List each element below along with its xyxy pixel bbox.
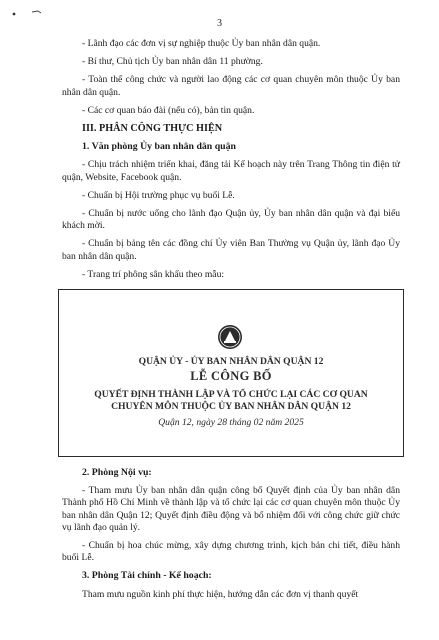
list-item: - Trang trí phông sân khấu theo mẫu: <box>82 268 225 280</box>
list-item: - Các cơ quan báo đài (nếu có), bản tin quận. <box>82 104 255 116</box>
list-item: - Lãnh đạo các đơn vị sự nghiệp thuộc Ủy ban nhân dân quận. <box>82 38 321 49</box>
banner-title: LỄ CÔNG BỐ <box>190 369 272 384</box>
banner-organization: QUẬN ỦY - ỦY BAN NHÂN DÂN QUẬN 12 <box>138 356 324 368</box>
subsection-heading: 1. Văn phòng Ủy ban nhân dân quận <box>82 141 236 153</box>
party-emblem-icon <box>217 324 243 350</box>
subsection-heading: 3. Phòng Tài chính - Kế hoạch: <box>82 570 212 582</box>
page-content <box>62 38 400 607</box>
list-item: - Chuẩn bị bảng tên các đồng chí Ủy viên Ban Thường vụ Quận ủy, lãnh đạo Ủy ban nhân dân quận. <box>62 238 400 262</box>
list-item: - Chuẩn bị Hội trường phục vụ buổi Lễ. <box>82 189 235 201</box>
stage-banner-sample <box>58 289 404 457</box>
list-item: - Chịu trách nhiệm triển khai, đăng tải Kế hoạch này trên Trang Thông tin điện tử quận, Website, Facebook quận. <box>62 159 400 183</box>
list-item: Tham mưu nguồn kinh phí thực hiện, hướng dẫn các đơn vị thanh quyết <box>82 588 359 600</box>
subsection-heading: 2. Phòng Nội vụ: <box>82 467 152 479</box>
list-item: - Toàn thể công chức và người lao động các cơ quan chuyên môn thuộc Ủy ban nhân dân quận. <box>62 74 400 98</box>
list-item: - Bí thư, Chủ tịch Ủy ban nhân dân 11 phường. <box>82 56 263 68</box>
list-item: - Tham mưu Ủy ban nhân dân quận công bố Quyết định của Ủy ban nhân dân Thành phố Hồ Chí Minh về thành lập và tổ chức lại các cơ quan chuyên môn thuộc Ủy ban nhân dân Quận 12; Quyết định điều động và bổ nhiệm đối với công chức giữ chức vụ lãnh đạo quản lý. <box>62 485 400 533</box>
list-item: - Chuẩn bị hoa chúc mừng, xây dựng chương trình, kịch bản chi tiết, điều hành buổi Lễ. <box>62 540 400 564</box>
banner-subtitle-line1: QUYẾT ĐỊNH THÀNH LẬP VÀ TỔ CHỨC LẠI CÁC CƠ QUAN <box>94 389 368 401</box>
page-number: 3 <box>217 18 222 29</box>
banner-date: Quận 12, ngày 28 tháng 02 năm 2025 <box>158 417 304 429</box>
banner-subtitle-line2: CHUYÊN MÔN THUỘC ỦY BAN NHÂN DÂN QUẬN 12 <box>111 401 351 413</box>
list-item: - Chuẩn bị nước uống cho lãnh đạo Quận ủy, Ủy ban nhân dân quận và đại biểu khách mời. <box>62 208 400 232</box>
section-heading: III. PHÂN CÔNG THỰC HIỆN <box>82 123 223 135</box>
